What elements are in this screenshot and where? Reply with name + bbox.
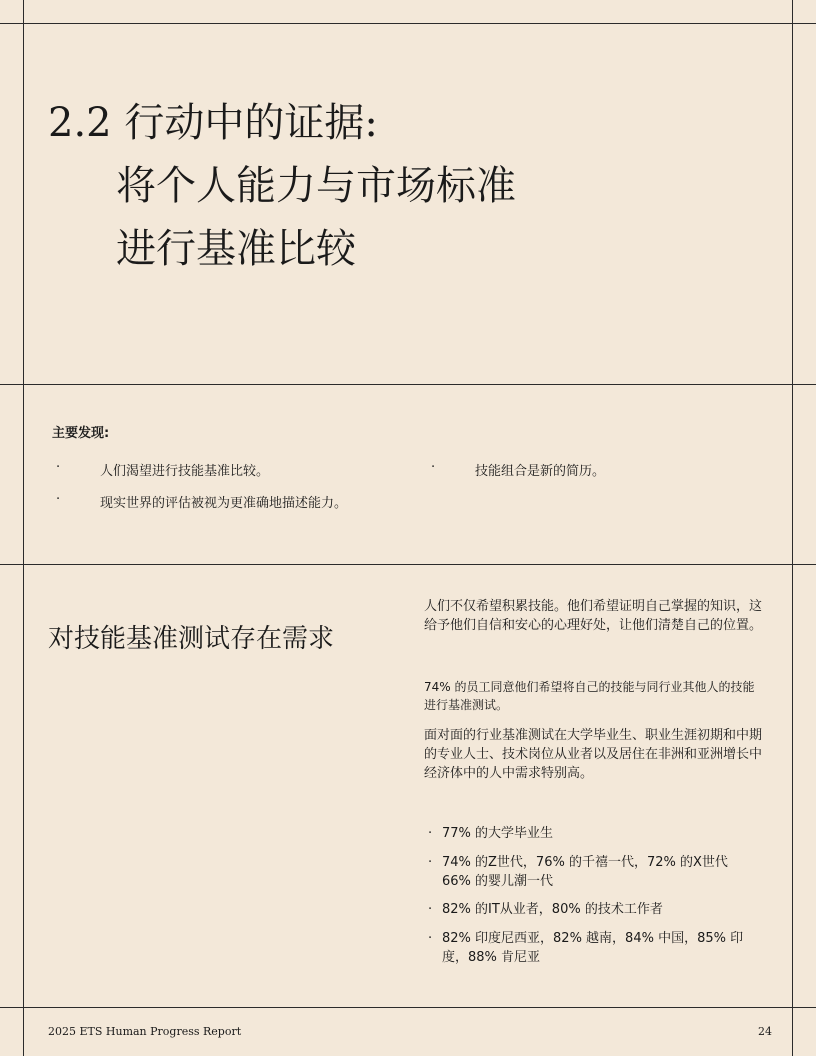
- key-findings-label: 主要发现:: [52, 426, 110, 441]
- title-line-3: 进行基准比较: [116, 226, 356, 272]
- bullet-icon: ·: [56, 460, 61, 475]
- bullet-icon: ·: [56, 492, 61, 507]
- left-margin-line: [23, 0, 24, 1056]
- title-line-1: 2.2 行动中的证据:: [48, 100, 378, 146]
- footer-report-name: 2025 ETS Human Progress Report: [48, 1025, 242, 1038]
- bullet-icon: ·: [428, 826, 433, 841]
- section-divider-2: [0, 564, 816, 565]
- bottom-divider: [0, 1007, 816, 1008]
- section-heading: 对技能基准测试存在需求: [48, 624, 335, 654]
- footer-page-number: 24: [758, 1025, 772, 1038]
- stat-text: 77% 的大学毕业生: [442, 826, 554, 841]
- paragraph-statistic: 74% 的员工同意他们希望将自己的技能与同行业其他人的技能进行基准测试。: [424, 680, 755, 712]
- bullet-icon: ·: [428, 855, 433, 870]
- top-border-line: [0, 23, 816, 24]
- right-margin-line: [792, 0, 793, 1056]
- section-divider-1: [0, 384, 816, 385]
- page-title: [48, 92, 516, 281]
- bullet-icon: ·: [428, 931, 433, 946]
- stat-text: 74% 的Z世代，76% 的千禧一代，72% 的X世代 66% 的婴儿潮一代: [442, 855, 728, 889]
- paragraph-intro: 人们不仅希望积累技能。他们希望证明自己掌握的知识，这给予他们自信和安心的心理好处，让他们清楚自己的位置。: [424, 599, 763, 633]
- bullet-icon: ·: [431, 460, 436, 475]
- finding-text: 技能组合是新的简历。: [475, 464, 606, 479]
- bullet-icon: ·: [428, 902, 433, 917]
- finding-text: 人们渴望进行技能基准比较。: [100, 464, 270, 479]
- stat-text: 82% 的IT从业者，80% 的技术工作者: [442, 902, 663, 917]
- stat-text: 82% 印度尼西亚，82% 越南，84% 中国，85% 印度，88% 肯尼亚: [442, 931, 744, 965]
- finding-text: 现实世界的评估被视为更准确地描述能力。: [100, 496, 348, 511]
- paragraph-demand: 面对面的行业基准测试在大学毕业生、职业生涯初期和中期的专业人士、技术岗位从业者以及居住在非洲和亚洲增长中经济体中的人中需求特别高。: [424, 728, 763, 781]
- title-line-2: 将个人能力与市场标准: [116, 163, 516, 209]
